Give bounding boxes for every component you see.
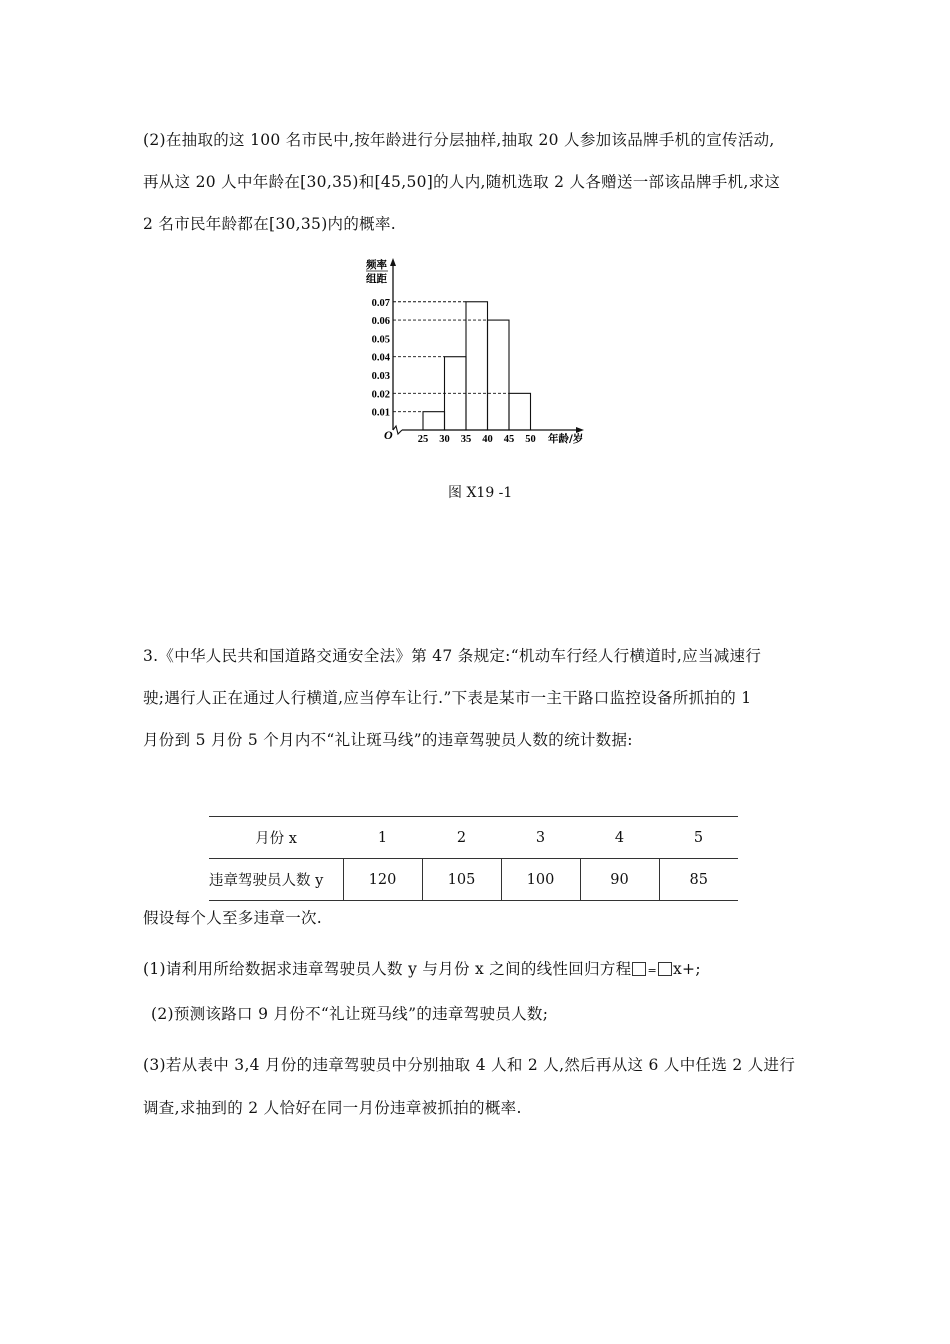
y-axis-arrow [390,258,396,266]
violation-table [209,816,738,901]
sub1-suffix: x+; [673,960,701,978]
x-axis-label: 年龄/岁 [548,433,584,445]
x-tick-label: 35 [460,434,472,445]
axis-break-mark [393,426,402,434]
x-tick-label: 45 [503,434,515,445]
x-tick-label: 50 [525,434,536,445]
assumption-text: 假设每个人至多违章一次. [143,909,323,927]
sub-question-3-line-2: 调查,求抽到的 2 人恰好在同一月份违章被抓拍的概率. [143,1099,522,1117]
table-cell: 120 [343,859,422,901]
sub1-equals: = [647,964,657,977]
y-label-top: 频率 [366,259,387,271]
histogram-bar [488,320,510,430]
histogram-bar [466,302,488,430]
y-tick-label: 0.02 [371,389,390,401]
table-cell: 85 [659,859,738,901]
x-tick-label: 30 [439,434,450,445]
table-cell: 2 [422,817,501,859]
table-cell: 90 [580,859,659,901]
placeholder-box-icon [632,962,646,976]
y-tick-label: 0.04 [371,352,390,364]
table-cell: 5 [659,817,738,859]
x-tick-label: 25 [417,434,429,445]
part2-line-1: (2)在抽取的这 100 名市民中,按年龄进行分层抽样,抽取 20 人参加该品牌手机的宣传活动, [143,131,775,149]
histogram-bar [423,412,445,430]
origin-label: O [384,428,393,442]
x-tick-label: 40 [482,434,493,445]
sub-question-3-line-1: (3)若从表中 3,4 月份的违章驾驶员中分别抽取 4 人和 2 人,然后再从这 6 人中任选 2 人进行 [143,1056,796,1074]
q3-line-1: 3.《中华人民共和国道路交通安全法》第 47 条规定:“机动车行经人行横道时,应当减速行 [143,647,762,665]
figure-caption: 图 X19 -1 [448,485,513,501]
sub-question-2: (2)预测该路口 9 月份不“礼让斑马线”的违章驾驶员人数; [151,1005,549,1023]
y-tick-label: 0.06 [371,316,390,328]
histogram-chart [360,255,600,455]
histogram-bar [509,393,531,430]
part2-line-3: 2 名市民年龄都在[30,35)内的概率. [143,215,396,233]
y-tick-label: 0.07 [371,297,390,309]
table-cell: 月份 x [209,817,343,859]
y-tick-label: 0.01 [371,407,390,419]
sub-question-1 [143,957,701,979]
table-header-row [209,817,738,859]
table-cell: 1 [343,817,422,859]
table-cell: 3 [501,817,580,859]
table-cell: 105 [422,859,501,901]
table-cell: 100 [501,859,580,901]
y-label-bottom: 组距 [366,273,387,285]
q3-line-3: 月份到 5 月份 5 个月内不“礼让斑马线”的违章驾驶员人数的统计数据: [143,731,633,749]
table-row [209,859,738,901]
y-tick-label: 0.03 [371,371,390,383]
placeholder-box-icon [658,962,672,976]
table-cell: 违章驾驶员人数 y [209,859,343,901]
table-cell: 4 [580,817,659,859]
y-tick-label: 0.05 [371,334,390,346]
part2-line-2: 再从这 20 人中年龄在[30,35)和[45,50]的人内,随机选取 2 人各赠送一部该品牌手机,求这 [143,173,781,191]
q3-line-2: 驶;遇行人正在通过人行横道,应当停车让行.”下表是某市一主干路口监控设备所抓拍的 1 [143,689,752,707]
sub1-prefix: (1)请利用所给数据求违章驾驶员人数 y 与月份 x 之间的线性回归方程 [143,960,632,978]
